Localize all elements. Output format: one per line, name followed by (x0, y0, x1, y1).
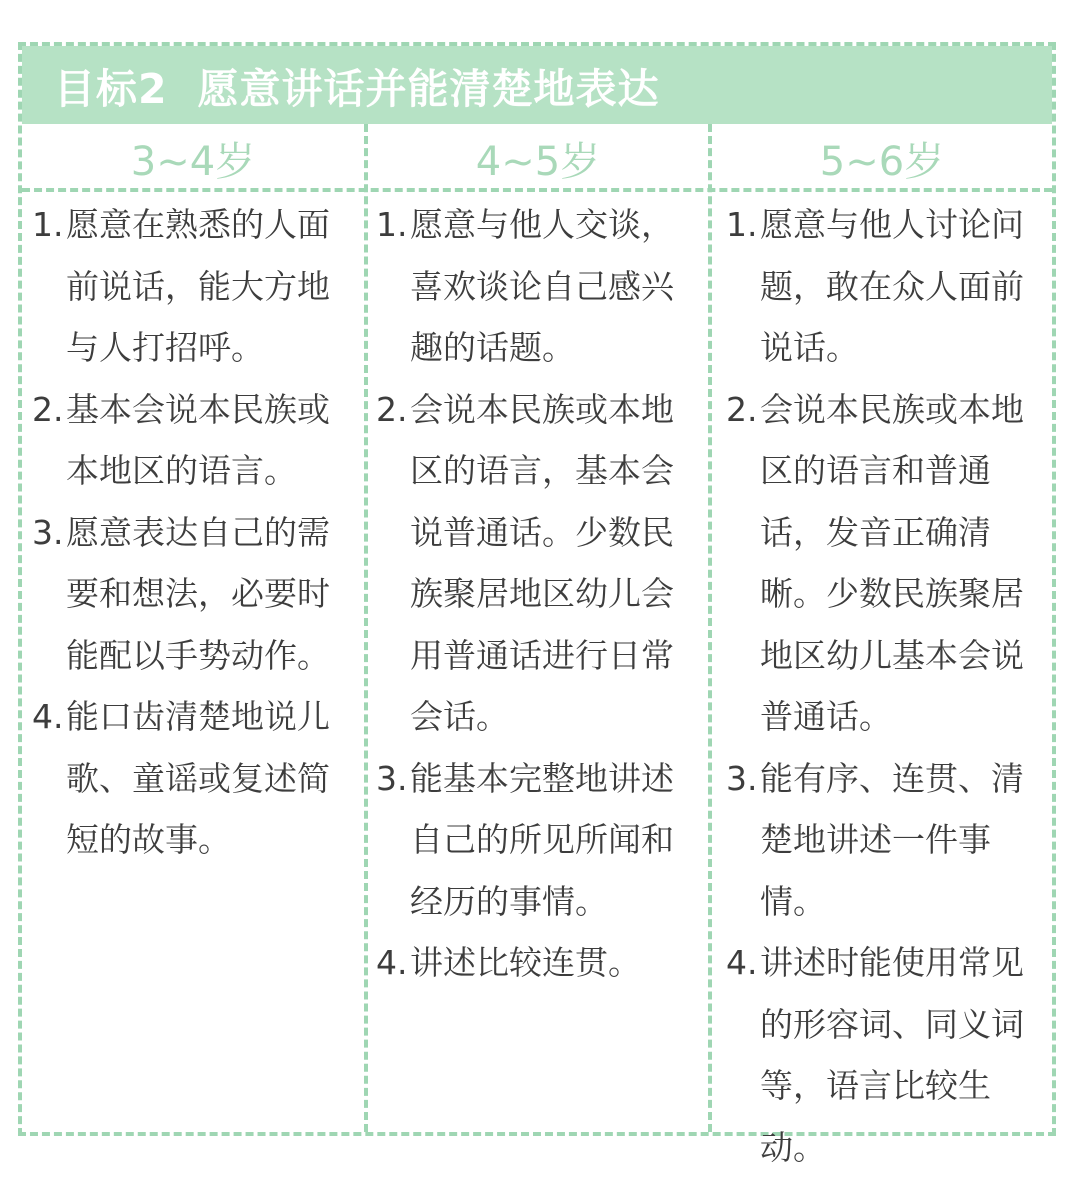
item-text: 愿意表达自己的需要和想法，必要时能配以手势动作。 (66, 512, 330, 675)
item-number: 1. (376, 205, 408, 244)
column-divider (708, 124, 712, 1132)
column-divider (364, 124, 368, 1132)
item-number: 1. (726, 205, 758, 244)
list-item (376, 748, 704, 933)
item-text: 愿意在熟悉的人面前说话，能大方地与人打招呼。 (66, 205, 330, 367)
list-item (32, 502, 360, 687)
item-text: 会说本民族或本地区的语言，基本会说普通话。少数民族聚居地区幼儿会用普通话进行日常会话。 (410, 389, 674, 736)
item-text: 愿意与他人讨论问题，敢在众人面前说话。 (760, 205, 1024, 367)
item-number: 3. (726, 758, 758, 798)
item-number: 4. (376, 943, 408, 982)
column-3-4 (32, 194, 360, 1122)
list-item (376, 379, 704, 748)
list-item (726, 748, 1054, 933)
item-text: 能有序、连贯、清楚地讲述一件事情。 (760, 758, 1024, 921)
list-item (726, 379, 1054, 748)
list-item (32, 194, 360, 379)
item-text: 基本会说本民族或本地区的语言。 (66, 389, 330, 490)
list-item (32, 686, 360, 871)
item-text: 会说本民族或本地区的语言和普通话，发音正确清晰。少数民族聚居地区幼儿基本会说普通话。 (760, 389, 1024, 736)
list-item (376, 194, 704, 379)
goal-label: 目标2 (54, 64, 168, 113)
item-number: 4. (726, 943, 758, 982)
item-text: 愿意与他人交谈，喜欢谈论自己感兴趣的话题。 (410, 205, 674, 367)
item-text: 讲述比较连贯。 (410, 943, 641, 982)
column-5-6 (726, 194, 1054, 1167)
item-number: 1. (32, 205, 64, 244)
item-text: 能基本完整地讲述自己的所见所闻和经历的事情。 (410, 758, 674, 921)
goal-card (18, 42, 1056, 1167)
item-number: 3. (32, 512, 64, 552)
list-item (726, 932, 1054, 1178)
age-header-5-6: 5~6岁 (819, 138, 945, 185)
item-number: 4. (32, 697, 64, 736)
item-text: 讲述时能使用常见的形容词、同义词等，语言比较生动。 (760, 943, 1024, 1167)
list-item (376, 932, 704, 994)
item-number: 2. (32, 389, 64, 429)
item-number: 3. (376, 758, 408, 798)
list-item (726, 194, 1054, 379)
age-header-3-4: 3~4岁 (130, 138, 256, 185)
title-bar (22, 46, 1052, 124)
list-item (32, 379, 360, 502)
item-number: 2. (726, 389, 758, 429)
header-divider (22, 188, 1052, 192)
item-text: 能口齿清楚地说儿歌、童谣或复述简短的故事。 (66, 697, 330, 859)
goal-title: 愿意讲话并能清楚地表达 (197, 64, 660, 113)
column-4-5 (376, 194, 704, 1122)
item-number: 2. (376, 389, 408, 429)
age-header-4-5: 4~5岁 (475, 138, 601, 185)
